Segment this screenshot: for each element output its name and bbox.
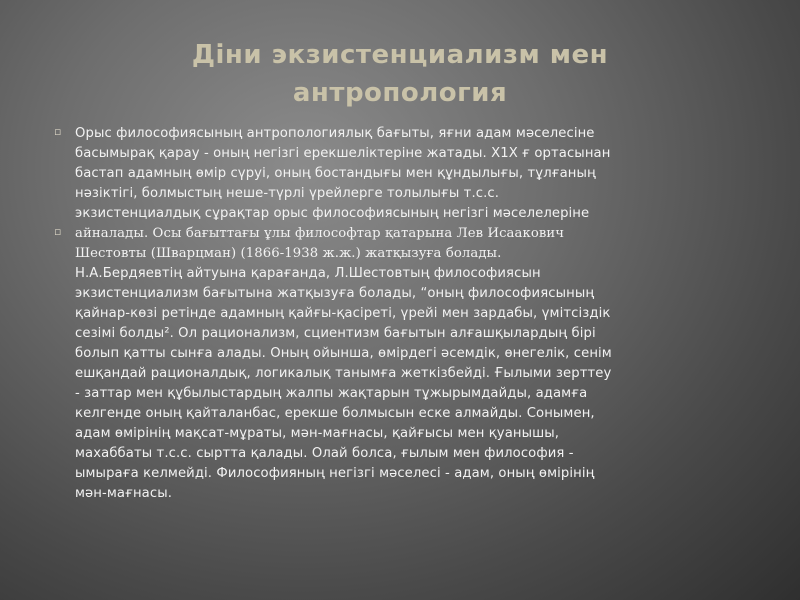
body-text-line: экзистенциалдық сұрақтар орыс философиясының негізгі мәселелеріне xyxy=(75,206,590,221)
body-text-line: Н.А.Бердяевтің айтуына қарағанда, Л.Шестовтың философиясын xyxy=(75,266,541,281)
body-text-line: ымыраға келмейді. Философияның негізгі мәселесі - адам, оның өмірінің xyxy=(75,466,595,481)
title-line: Діни экзистенциализм мен xyxy=(191,40,609,70)
body-text-line: ешқандай рационалдық, логикалық танымға жеткізбейді. Ғылыми зерттеу xyxy=(75,366,612,381)
body-text-line: адам өмірінің мақсат-мұраты, мән-мағнасы, қайғысы мен қуанышы, xyxy=(75,426,560,441)
body-text-line: нәзіктігі, болмыстың неше-түрлі үрейлерге толылығы т.с.с. xyxy=(75,186,500,201)
body-text-line: келгенде оның қайталанбас, ерекше болмысын еске алмайды. Сонымен, xyxy=(75,406,595,421)
body-text-line: басымырақ қарау - оның негізгі ерекшеліктеріне жатады. Х1Х ғ ортасынан xyxy=(75,146,611,161)
title-line: антропология xyxy=(292,78,508,108)
bullet-icon: ▫ xyxy=(54,225,62,238)
body-text-line: мән-мағнасы. xyxy=(75,486,173,501)
bullet-item xyxy=(52,124,752,224)
body-text-line: экзистенциализм бағытына жатқызуға болады, “оның философиясының xyxy=(75,286,595,301)
body-text-line: бастап адамның өмір сүруі, оның бостандығы мен құндылығы, тұлғаның xyxy=(75,166,596,181)
bullet-item xyxy=(52,224,752,504)
slide-body xyxy=(52,124,752,504)
slide-title xyxy=(60,36,740,112)
body-text-line: болып қатты сынға алады. Оның ойынша, өмірдегі әсемдік, өнегелік, сенім xyxy=(75,346,612,361)
body-text-line: қайнар-көзі ретінде адамның қайғы-қасіреті, үрейі мен зардабы, үмітсіздік xyxy=(75,306,611,321)
body-text-line: айналады. Осы бағыттағы ұлы философтар қатарына Лев Исаакович xyxy=(75,226,565,241)
body-text-line: - заттар мен құбылыстардың жалпы жақтарын тұжырымдайды, адамға xyxy=(75,386,588,401)
body-text-line: Орыс философиясының антропологиялық бағыты, яғни адам мәселесіне xyxy=(75,126,595,141)
bullet-icon: ▫ xyxy=(54,125,62,138)
body-text-line: махаббаты т.с.с. сыртта қалады. Олай болса, ғылым мен философия - xyxy=(75,446,574,461)
body-text-line: сезімі болды². Ол рационализм, сциентизм бағытын алғашқылардың бірі xyxy=(75,326,596,341)
body-text-line: Шестовты (Шварцман) (1866-1938 ж.ж.) жатқызуға болады. xyxy=(75,246,502,261)
